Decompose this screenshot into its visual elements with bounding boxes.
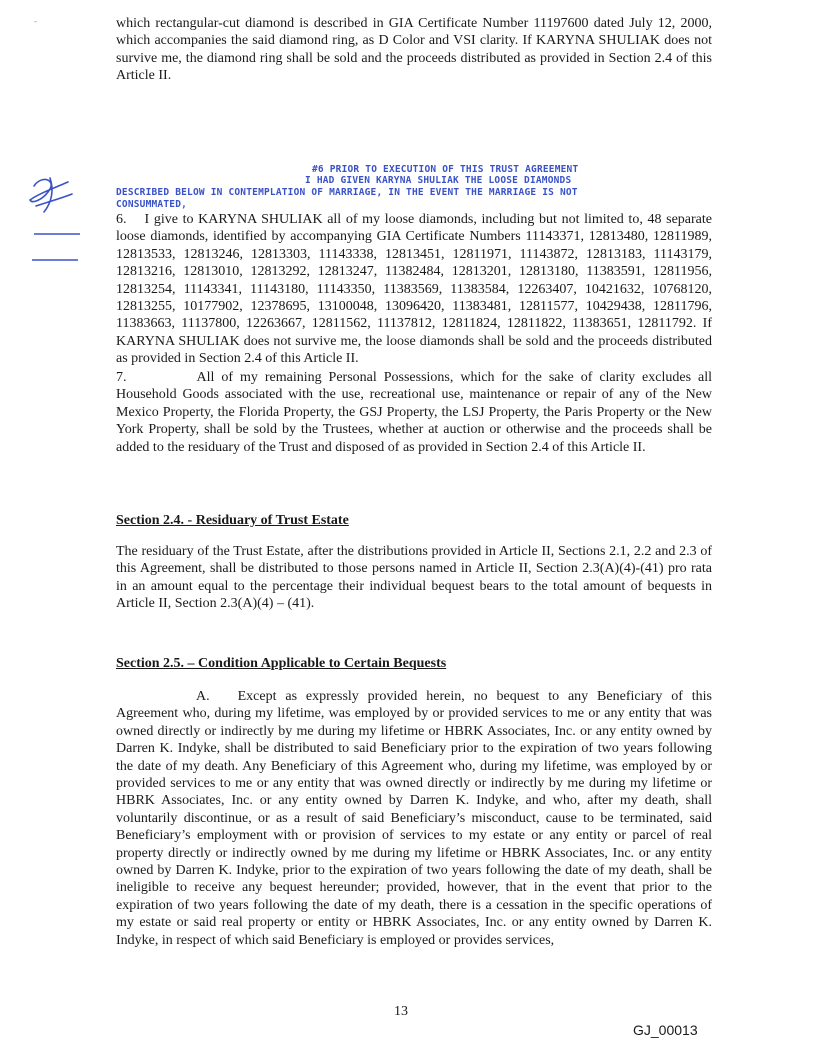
section-2-4-body: The residuary of the Trust Estate, after the distributions provided in Article II, Sections 2.1, 2.2 and 2.3 of this Agreement, shall be distributed to those persons named in Article II, Section 2.3(A)(4)-(41) pro rata in an amount equal to the percentage their individual bequest bears to the total amount of bequests in Article II, Section 2.3(A)(4) – (41). <box>116 544 712 612</box>
paragraph-item-7 <box>116 369 712 456</box>
item-7-number: 7. <box>116 370 127 385</box>
section-2-5-heading: Section 2.5. – Condition Applicable to Certain Bequests <box>116 656 447 671</box>
section-2-5-label: A. <box>196 689 210 704</box>
corner-mark: - <box>34 16 37 26</box>
handwritten-note-line-1: #6 PRIOR TO EXECUTION OF THIS TRUST AGREEMENT <box>312 164 579 175</box>
item-6-number: 6. <box>116 212 127 227</box>
bates-number: GJ_00013 <box>633 1022 698 1038</box>
page-number: 13 <box>394 1004 408 1019</box>
margin-initials-mark <box>28 176 98 266</box>
paragraph-item-6-body <box>116 211 712 368</box>
handwritten-note-line-3: DESCRIBED BELOW IN CONTEMPLATION OF MARRIAGE, IN THE EVENT THE MARRIAGE IS NOT <box>116 187 578 198</box>
section-2-5-body <box>116 688 712 949</box>
handwritten-note-line-4: CONSUMMATED, <box>116 199 188 210</box>
item-6-text: I give to KARYNA SHULIAK all of my loose diamonds, including but not limited to, 48 separate loose diamonds, identified by accompanying GIA Certificate Numbers 11143371, 12813480, 12811989, 12813533, 12813246, 12813303, 11143338, 12813451, 12811971, 11143872, 12813183, 11143179, 12813216, 12813010, 12813292, 12813247, 11382484, 12813201, 12813180, 11383591, 12811956, 12813254, 11143341, 11143180, 11143350, 11383569, 11383584, 12263407, 10421632, 10768120, 12813255, 10177902, 12378695, 13100048, 13096420, 11383481, 12811577, 10429438, 12811796, 11383663, 11137800, 12263667, 12811562, 11137812, 12811824, 12811822, 11383651, 12811792. If KARYNA SHULIAK does not survive me, the loose diamonds shall be sold and the proceeds distributed as provided in Section 2.4 of this Article II. <box>116 212 712 367</box>
handwritten-note-line-2: I HAD GIVEN KARYNA SHULIAK THE LOOSE DIAMONDS <box>305 175 572 186</box>
item-7-text: All of my remaining Personal Possessions, which for the sake of clarity excludes all Household Goods associated with the use, recreational use, maintenance or repair of any of the New Mexico Property, the Florida Property, the GSJ Property, the LSJ Property, the Paris Property or the New York Property, shall be sold by the Trustees, whether at auction or otherwise and the proceeds shall be added to the residuary of the Trust and disposed of as provided in Section 2.4 of this Article II. <box>116 370 712 455</box>
section-2-4-heading: Section 2.4. - Residuary of Trust Estate <box>116 513 349 528</box>
section-2-5-text: Except as expressly provided herein, no bequest to any Beneficiary of this Agreement who, during my lifetime, was employed by or provided services to me or any entity that was owned directly or indirectly by me during my lifetime or HBRK Associates, Inc. or any entity owned by Darren K. Indyke, shall be distributed to said Beneficiary prior to the expiration of two years following the date of my death. Any Beneficiary of this Agreement who, during my lifetime, was employed by or provided services to me or any entity that was owned directly or indirectly by me during my lifetime or HBRK Associates, Inc. or any entity owned by Darren K. Indyke, and who, after my death, shall voluntarily discontinue, or as a result of said Beneficiary’s misconduct, cause to be terminated, said Beneficiary’s employment with or provision of services to my estate or any entity or parcel of real property directly or indirectly owned by me during my lifetime or HBRK Associates, Inc. or any entity owned by Darren K. Indyke, prior to the expiration of two years following the date of my death, shall be ineligible to receive any bequest hereunder; provided, however, that in the event that prior to the expiration of two years following the date of my death, there is a cessation in the specific operations of my estate or said real property or entity or HBRK Associates, Inc. or any entity owned by Darren K. Indyke, in respect of which said Beneficiary is employed or provides services, <box>116 689 712 948</box>
paragraph-diamond-ring: which rectangular-cut diamond is described in GIA Certificate Number 11197600 dated July 12, 2000, which accompanies the said diamond ring, as D Color and VSI clarity. If KARYNA SHULIAK does not survive me, the diamond ring shall be sold and the proceeds distributed as provided in Section 2.4 of this Article II. <box>116 16 712 84</box>
